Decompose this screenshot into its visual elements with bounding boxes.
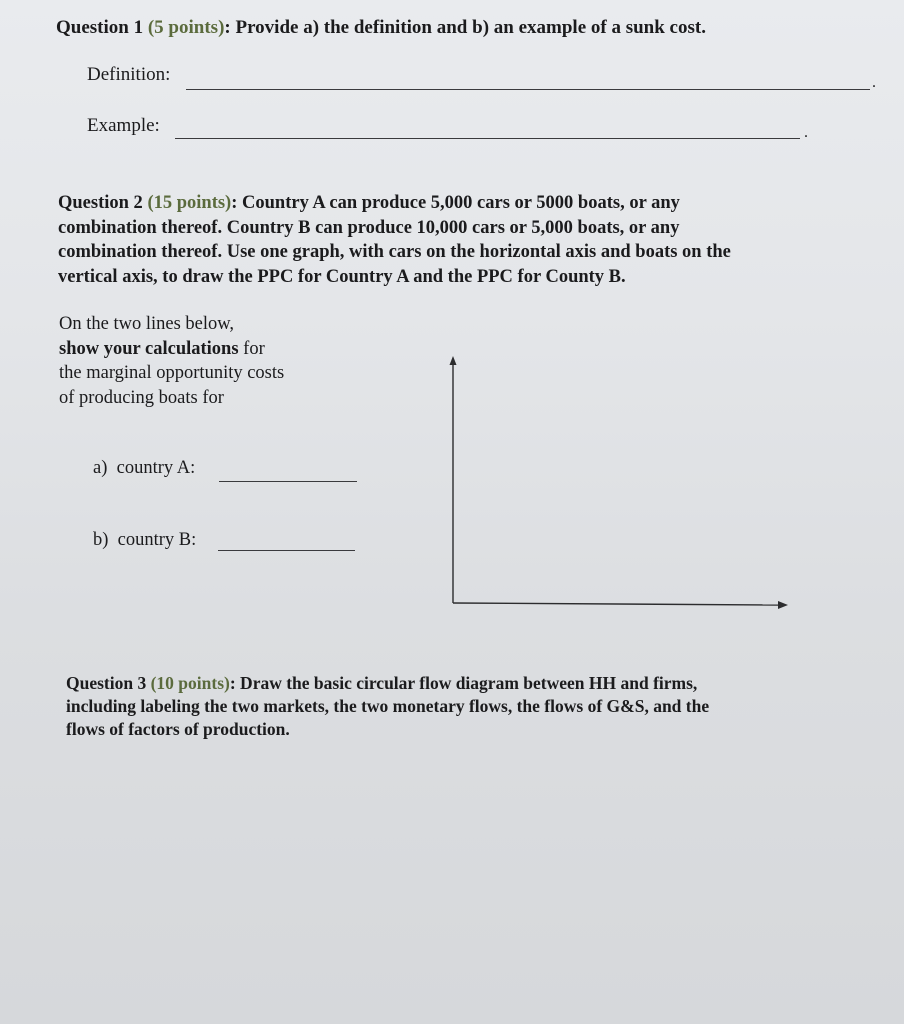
instructions-line-2: [59, 337, 359, 362]
definition-end-mark: .: [872, 74, 876, 91]
question-3-line-1: [66, 672, 866, 695]
example-answer-line[interactable]: [175, 138, 800, 139]
question-1-number: Question 1: [56, 17, 144, 38]
horizontal-axis-cars: [453, 603, 780, 605]
definition-label: Definition:: [87, 64, 171, 85]
country-b-label: b) country B:: [93, 530, 197, 550]
country-a-answer-line[interactable]: [219, 481, 357, 482]
question-2-line-3: combination thereof. Use one graph, with cars on the horizontal axis and boats on the: [58, 242, 731, 262]
question-2-line-2: combination thereof. Country B can produce 10,000 cars or 5,000 boats, or any: [58, 217, 680, 238]
question-3-block: [66, 672, 866, 741]
horizontal-axis-arrow-icon: [778, 601, 788, 609]
instructions-line-1: On the two lines below,: [59, 314, 235, 334]
definition-answer-line[interactable]: [186, 89, 870, 90]
question-2-line-1: [58, 191, 858, 216]
instructions-line-3: the marginal opportunity costs: [59, 363, 285, 383]
question-3-line-3: flows of factors of production.: [66, 719, 290, 739]
question-1-points: (5 points): [147, 17, 225, 38]
question-3-line-2: including labeling the two markets, the two monetary flows, the flows of G&S, and the: [66, 696, 710, 716]
question-1-prompt: : Provide a) the definition and b) an example of a sunk cost.: [224, 17, 706, 38]
question-2-points: (15 points): [147, 193, 232, 213]
question-1-heading: [56, 17, 706, 39]
question-3-points: (10 points): [150, 673, 230, 693]
question-2-line-4: vertical axis, to draw the PPC for Country A and the PPC for County B.: [58, 266, 626, 287]
question-3-prompt-1: : Draw the basic circular flow diagram between HH and firms,: [229, 673, 698, 693]
instructions-line-2-rest: for: [238, 338, 265, 359]
instructions-bold: show your calculations: [59, 338, 239, 359]
ppc-graph-axes[interactable]: [440, 350, 800, 615]
question-2-block: [58, 191, 858, 289]
example-label: Example:: [87, 115, 160, 136]
calculation-instructions: [59, 312, 359, 410]
instructions-line-4: of producing boats for: [59, 387, 224, 408]
vertical-axis-arrow-icon: [450, 356, 457, 365]
country-b-answer-line[interactable]: [218, 550, 355, 551]
country-a-label: a) country A:: [93, 458, 196, 478]
question-2-prompt-1: : Country A can produce 5,000 cars or 5000 boats, or any: [231, 193, 680, 213]
example-end-mark: .: [804, 124, 808, 141]
question-2-number: Question 2: [58, 193, 143, 213]
circular-flow-drawing-area[interactable]: [60, 760, 860, 1000]
question-3-number: Question 3: [66, 673, 147, 693]
